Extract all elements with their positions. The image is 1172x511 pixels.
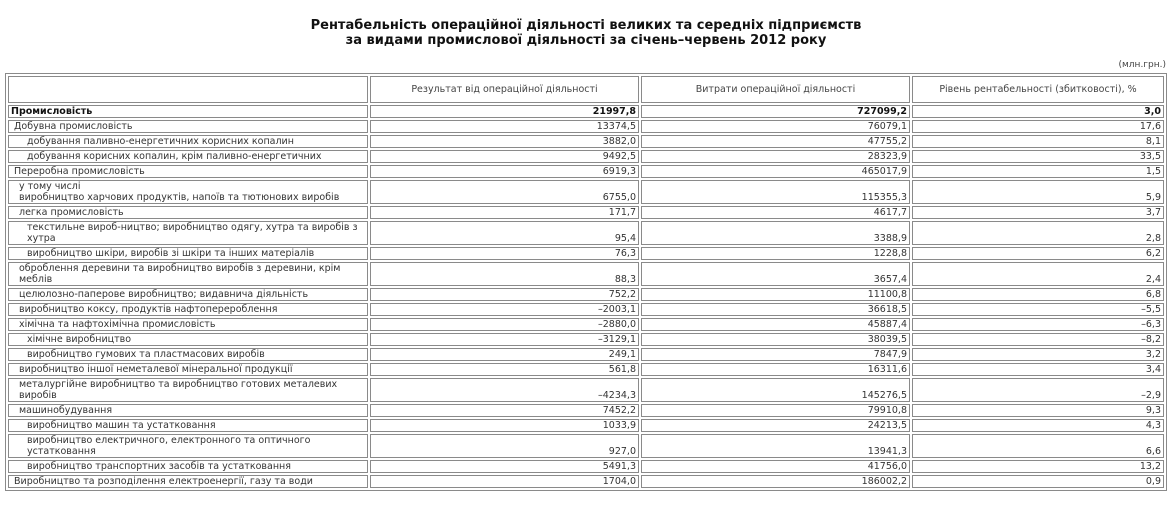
row-rate: 9,3 [912,404,1164,417]
row-rate: –2,9 [912,378,1164,402]
row-category [8,262,368,286]
row-result: 6919,3 [370,165,639,178]
row-costs: 465017,9 [641,165,910,178]
row-category [8,404,368,417]
row-rate: 8,1 [912,135,1164,148]
row-rate: 3,7 [912,206,1164,219]
row-category [8,348,368,361]
table-row [8,247,1164,260]
table-row [8,120,1164,133]
table-row [8,333,1164,346]
row-rate: 6,2 [912,247,1164,260]
table-row [8,135,1164,148]
page-title [0,18,1172,48]
row-costs: 47755,2 [641,135,910,148]
row-category [8,460,368,473]
row-category-name: виробництво електричного, електронного та оптичного устатковання [27,435,311,457]
row-costs: 727099,2 [641,105,910,118]
unit-label: (млн.грн.) [1118,60,1166,70]
row-result: –2880,0 [370,318,639,331]
row-rate: 2,4 [912,262,1164,286]
row-rate: –6,3 [912,318,1164,331]
row-category [8,165,368,178]
table-row [8,221,1164,245]
row-category-name: виробництво коксу, продуктів нафтоперероблення [19,304,278,315]
row-costs: 115355,3 [641,180,910,204]
row-result: 249,1 [370,348,639,361]
table-row [8,378,1164,402]
row-costs: 76079,1 [641,120,910,133]
row-rate: 6,6 [912,434,1164,458]
row-rate: 5,9 [912,180,1164,204]
row-costs: 4617,7 [641,206,910,219]
row-result: 171,7 [370,206,639,219]
row-category [8,135,368,148]
row-category-name: металургійне виробництво та виробництво готових металевих виробів [19,379,338,401]
table-row [8,206,1164,219]
row-result: 13374,5 [370,120,639,133]
row-category-name: хімічна та нафтохімічна промисловість [19,319,216,330]
table-row [8,303,1164,316]
table-row [8,318,1164,331]
row-category [8,288,368,301]
row-rate: 17,6 [912,120,1164,133]
row-category-name: виробництво машин та устатковання [27,420,216,431]
row-category [8,378,368,402]
row-costs: 13941,3 [641,434,910,458]
row-category [8,318,368,331]
row-category [8,475,368,488]
row-category-name: добування паливно-енергетичних корисних копалин [27,136,294,147]
row-rate: 6,8 [912,288,1164,301]
row-result: 1033,9 [370,419,639,432]
row-costs: 145276,5 [641,378,910,402]
row-costs: 79910,8 [641,404,910,417]
row-result: 5491,3 [370,460,639,473]
row-costs: 45887,4 [641,318,910,331]
row-result: 95,4 [370,221,639,245]
row-category-name: хімічне виробництво [27,334,132,345]
table-row [8,180,1164,204]
row-category-name: легка промисловість [19,207,124,218]
header-costs: Витрати операційної діяльності [641,76,910,103]
row-costs: 186002,2 [641,475,910,488]
row-category-name: виробництво шкіри, виробів зі шкіри та інших матеріалів [27,248,315,259]
row-rate: 33,5 [912,150,1164,163]
title-line-1: Рентабельність операційної діяльності великих та середніх підприємств [310,18,862,33]
row-costs: 1228,8 [641,247,910,260]
row-category [8,247,368,260]
row-category [8,221,368,245]
row-rate: –5,5 [912,303,1164,316]
row-result: 752,2 [370,288,639,301]
table-row [8,288,1164,301]
row-result: 1704,0 [370,475,639,488]
row-result: 927,0 [370,434,639,458]
row-category [8,150,368,163]
row-category [8,419,368,432]
header-result: Результат від операційної діяльності [370,76,639,103]
row-rate: 13,2 [912,460,1164,473]
row-result: 3882,0 [370,135,639,148]
row-result: 76,3 [370,247,639,260]
table-row [8,475,1164,488]
table-row [8,105,1164,118]
row-rate: –8,2 [912,333,1164,346]
row-category-name: текстильне вироб-ництво; виробництво одягу, хутра та виробів з хутра [27,222,358,244]
table-row [8,419,1164,432]
row-category-name: Добувна промисловість [14,121,133,132]
row-costs: 3388,9 [641,221,910,245]
header-category [8,76,368,103]
row-costs: 3657,4 [641,262,910,286]
row-category [8,180,368,204]
row-category [8,434,368,458]
table-row [8,150,1164,163]
profitability-table [5,73,1167,491]
row-category [8,120,368,133]
row-category-name: виробництво іншої неметалевої мінеральної продукції [19,364,293,375]
row-result: 21997,8 [370,105,639,118]
row-result: –2003,1 [370,303,639,316]
row-category [8,303,368,316]
row-rate: 0,9 [912,475,1164,488]
row-costs: 16311,6 [641,363,910,376]
row-costs: 11100,8 [641,288,910,301]
header-row [8,76,1164,103]
row-result: 7452,2 [370,404,639,417]
row-rate: 2,8 [912,221,1164,245]
row-costs: 38039,5 [641,333,910,346]
row-result: 88,3 [370,262,639,286]
table-row [8,434,1164,458]
table-row [8,404,1164,417]
row-costs: 24213,5 [641,419,910,432]
table-row [8,348,1164,361]
table-row [8,460,1164,473]
header-rate: Рівень рентабельності (збитковості), % [912,76,1164,103]
row-category-name: виробництво транспортних засобів та устатковання [27,461,291,472]
row-rate: 1,5 [912,165,1164,178]
row-category-name: Промисловість [11,106,93,117]
row-rate: 3,0 [912,105,1164,118]
row-category-name: Виробництво та розподілення електроенергії, газу та води [14,476,313,487]
row-costs: 41756,0 [641,460,910,473]
row-category-name: машинобудування [19,405,113,416]
row-category [8,333,368,346]
row-result: –3129,1 [370,333,639,346]
row-rate: 3,2 [912,348,1164,361]
row-result: 561,8 [370,363,639,376]
table-row [8,165,1164,178]
table-row [8,262,1164,286]
row-costs: 28323,9 [641,150,910,163]
row-result: 6755,0 [370,180,639,204]
row-category-name: добування корисних копалин, крім паливно-енергетичних [27,151,322,162]
row-category-name: виробництво гумових та пластмасових виробів [27,349,265,360]
row-category [8,363,368,376]
row-rate: 3,4 [912,363,1164,376]
row-category-name: виробництво харчових продуктів, напоїв та тютюнових виробів [19,192,340,203]
row-rate: 4,3 [912,419,1164,432]
row-category-name: Переробна промисловість [14,166,145,177]
row-category-name: оброблення деревини та виробництво виробів з деревини, крім меблів [19,263,341,285]
title-line-2: за видами промислової діяльності за січень–червень 2012 року [345,33,827,48]
row-category-name: целюлозно-паперове виробництво; видавнича діяльність [19,289,309,300]
table-row [8,363,1164,376]
row-category [8,105,368,118]
row-result: 9492,5 [370,150,639,163]
row-result: –4234,3 [370,378,639,402]
row-category [8,206,368,219]
row-costs: 7847,9 [641,348,910,361]
row-costs: 36618,5 [641,303,910,316]
row-category-prefix: у тому числі [19,181,81,192]
